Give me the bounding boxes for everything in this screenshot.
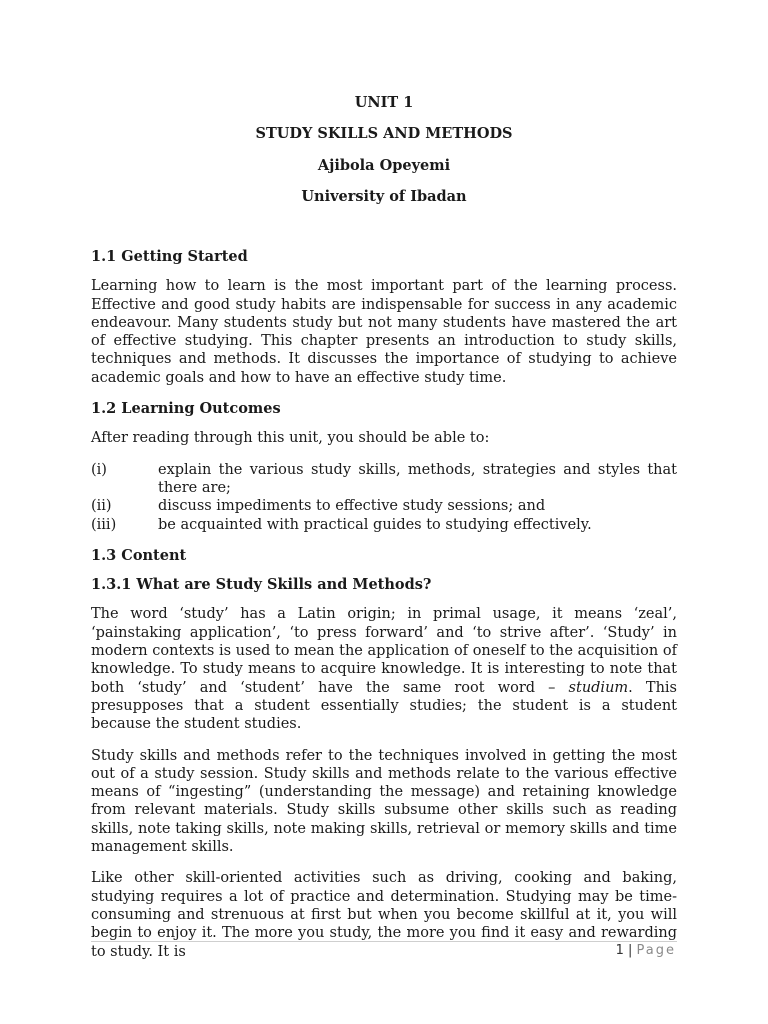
content-paragraph-3: Like other skill-oriented activities such as driving, cooking and baking, studying requires a lot of practice and determination. Studying may be time-consuming and strenuous at first but when you become skillful at it, you will begin to enjoy it. The more you study, the more you find it easy and rewarding to study. It is	[91, 870, 677, 960]
outcomes-intro: After reading through this unit, you should be able to:	[91, 430, 490, 447]
document-title: STUDY SKILLS AND METHODS	[255, 125, 513, 142]
content-paragraph-2: Study skills and methods refer to the techniques involved in getting the most out of a study session. Study skills and methods relate to the various effective means of “ingesting” (understanding the message) and retaining knowledge from relevant materials. Study skills subsume other skills such as reading skills, note taking skills, note making skills, retrieval or memory skills and time management skills.	[91, 747, 677, 856]
list-item-number: (iii)	[91, 516, 117, 533]
paragraph-text: . This presupposes that a student essentially studies; the student is a student because the student studies.	[91, 679, 677, 733]
latin-word: studium	[568, 679, 629, 696]
list-item-number: (ii)	[91, 498, 112, 515]
content-paragraph-1	[91, 605, 677, 733]
page-word: Page	[636, 943, 676, 958]
page-separator: |	[627, 943, 633, 958]
list-item	[91, 461, 677, 498]
institution-name: University of Ibadan	[301, 188, 467, 205]
list-item	[91, 497, 677, 515]
getting-started-paragraph: Learning how to learn is the most important part of the learning process. Effective and good study habits are indispensable for success in any academic endeavour. Many students study but not many students have mastered the art of effective studying. This chapter presents an introduction to study skills, techniques and methods. It discusses the importance of studying to achieve academic goals and how to have an effective study time.	[91, 278, 677, 386]
paragraph-text: The word ‘study’ has a Latin origin; in primal usage, it means ‘zeal’, ‘painstaking application’, ‘to press forward’ and ‘to strive after’. ‘Study’ in modern contexts is used to mean the application of oneself to the acquisition of knowledge. To study means to acquire knowledge. It is interesting to note that both ‘study’ and ‘student’ have the same root word –	[91, 606, 677, 696]
list-item-text: explain the various study skills, methods, strategies and styles that there are;	[158, 461, 677, 496]
section-heading-getting-started: 1.1 Getting Started	[91, 248, 248, 265]
subsection-heading-study-skills: 1.3.1 What are Study Skills and Methods?	[91, 576, 432, 594]
outcomes-list	[91, 461, 677, 534]
document-body	[91, 248, 677, 974]
section-heading-content: 1.3 Content	[91, 546, 187, 564]
list-item-text: discuss impediments to effective study sessions; and	[158, 498, 546, 515]
page-footer	[616, 943, 676, 958]
page-number: 1	[615, 943, 624, 958]
list-item	[91, 516, 677, 534]
unit-label: UNIT 1	[354, 94, 414, 111]
author-name: Ajibola Opeyemi	[317, 157, 451, 174]
list-item-number: (i)	[91, 461, 107, 478]
list-item-text: be acquainted with practical guides to studying effectively.	[158, 516, 592, 533]
section-heading-learning-outcomes: 1.2 Learning Outcomes	[91, 400, 281, 418]
footer-divider	[91, 941, 677, 942]
